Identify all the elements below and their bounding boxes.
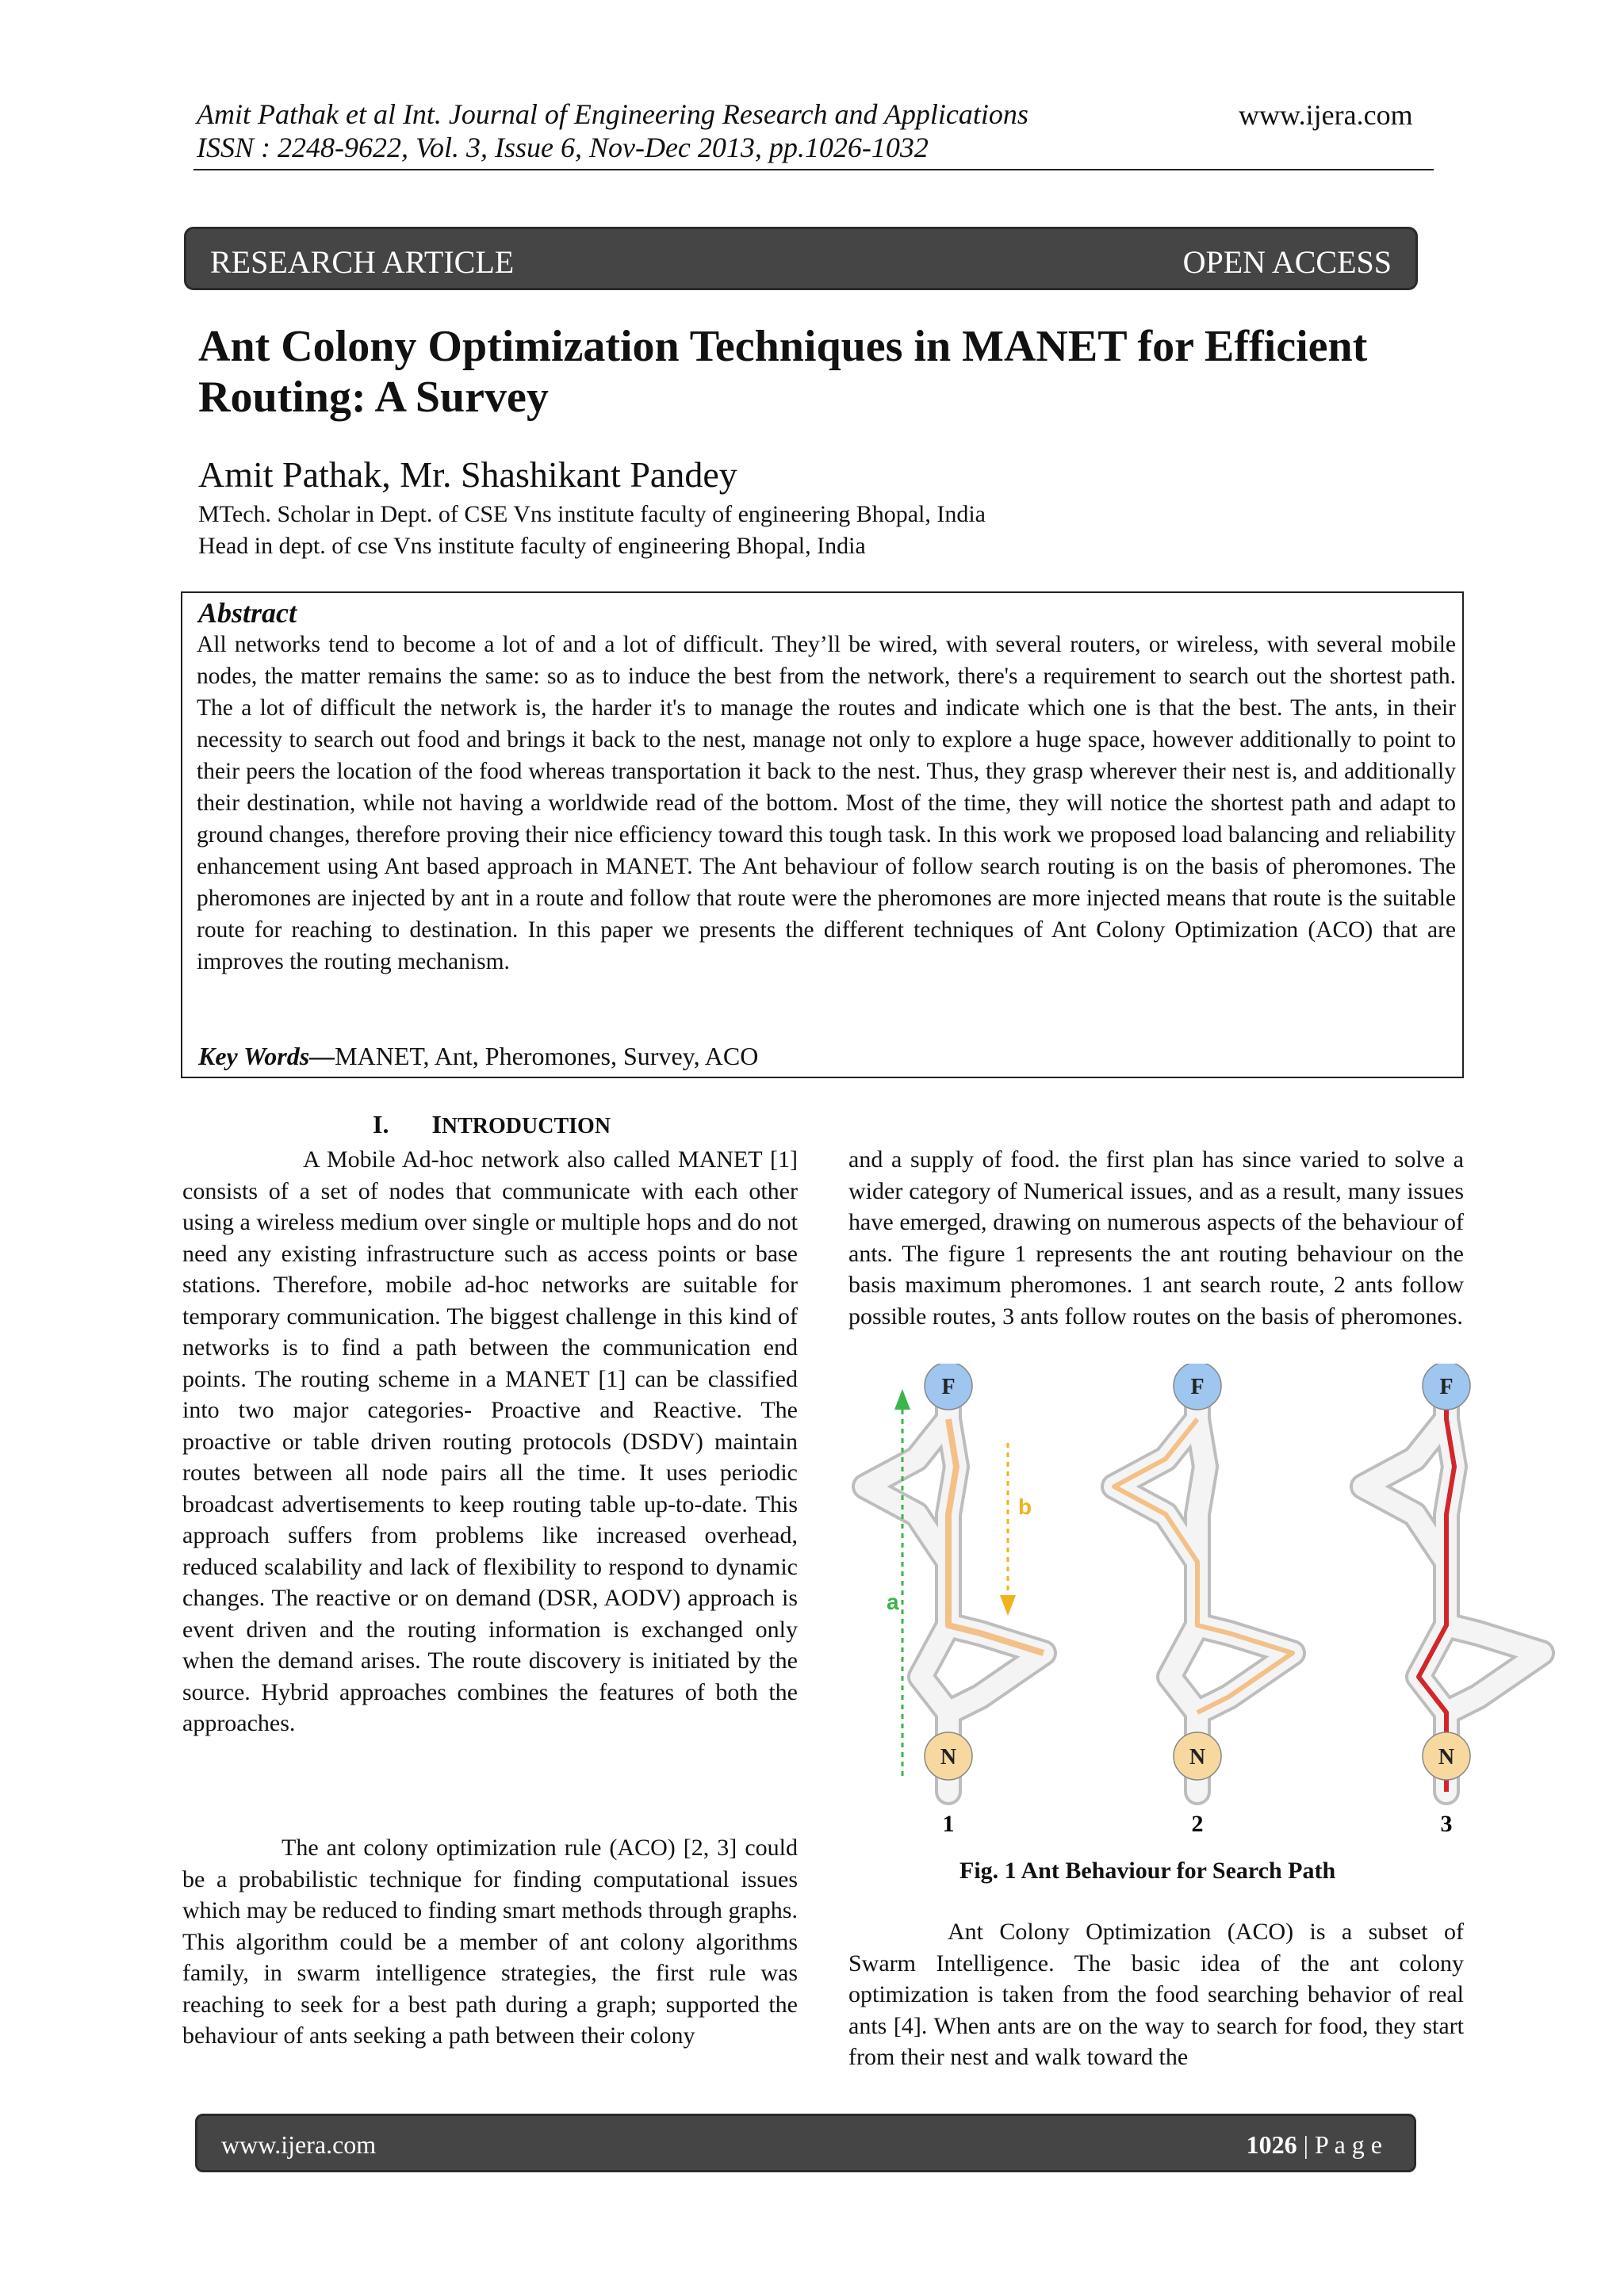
panel-3 [1363,1387,1542,1792]
article-type-banner [184,227,1418,290]
nest-node-label-1: N [940,1745,957,1770]
panel-number-1: 1 [942,1811,955,1837]
keywords-line [198,1042,758,1071]
affiliation-1: MTech. Scholar in Dept. of CSE Vns institute faculty of engineering Bhopal, India [198,501,986,527]
section-number: I. [373,1110,389,1138]
page-suffix: | P a g e [1297,2130,1382,2159]
food-node-label-3: F [1439,1375,1454,1399]
section-cap: I [431,1110,442,1138]
header-rule [193,169,1434,170]
ant-behaviour-figure [847,1364,1564,1839]
nest-node-label-2: N [1189,1745,1206,1770]
page-footer [195,2114,1416,2172]
open-access-label: OPEN ACCESS [1182,244,1392,280]
figure-caption: Fig. 1 Ant Behaviour for Search Path [959,1858,1336,1884]
panel-2 [1114,1387,1293,1792]
panel-number-2: 2 [1191,1811,1204,1837]
section-heading [373,1110,611,1139]
page-number: 1026 [1246,2130,1297,2159]
intro-paragraph-2: The ant colony optimization rule (ACO) [2, 3] could be a probabilistic technique for finding computational issues which may be reduced to finding smart methods through graphs. This algorithm could be a member of ant colony algorithms family, in swarm intelligence strategies, the first rule was reaching to seek for a best path during a graph; supported the behaviour of ants seeking a path between their colony [182,1835,798,2049]
right-paragraph-2: Ant Colony Optimization (ACO) is a subset of Swarm Intelligence. The basic idea of the ant colony optimization is taken from the food searching behavior of real ants [4]. When ants are on the way to search for food, they start from their nest and walk toward the [848,1919,1464,2070]
section-title-rest: NTRODUCTION [441,1114,611,1138]
food-node-label-1: F [941,1375,956,1399]
trail-a-arrowhead [894,1389,910,1410]
keywords-values: MANET, Ant, Pheromones, Survey, ACO [335,1042,759,1070]
intro-paragraph-1: A Mobile Ad-hoc network also called MANET [1] consists of a set of nodes that communicate with each other using a wireless medium over single or multiple hops and do not need any existing infrastructure such as access points or base stations. Therefore, mobile ad-hoc networks are suitable for temporary communication. The biggest challenge in this kind of networks is to find a path between the communication end points. The routing scheme in a MANET [1] can be classified into two major categories- Proactive and Reactive. The proactive or table driven routing protocols (DSDV) maintain routes between all node pairs all the time. It uses periodic broadcast advertisements to keep routing table up-to-date. This approach suffers from problems like increased overhead, reduced scalability and lack of flexibility to respond to dynamic changes. The reactive or on demand (DSR, AODV) approach is event driven and the routing information is exchanged only when the demand arises. The route discovery is initiated by the source. Hybrid approaches combines the features of both the approaches. [182,1146,798,1736]
label-b: b [1018,1494,1032,1519]
footer-website[interactable]: www.ijera.com [221,2130,377,2159]
affiliation-2: Head in dept. of cse Vns institute faculty of engineering Bhopal, India [198,533,866,559]
label-a: a [887,1590,899,1614]
journal-website[interactable]: www.ijera.com [1239,99,1413,131]
paper-title: Ant Colony Optimization Techniques in MANET for Efficient Routing: A Survey [198,322,1368,422]
trail-b-arrowhead [1000,1595,1016,1616]
abstract-heading: Abstract [198,597,297,629]
abstract-text: All networks tend to become a lot of and a lot of difficult. They’ll be wired, with several routers, or wireless, with several mobile nodes, the matter remains the same: so as to induce the best from the network, there's a requirement to search out the shortest path. The a lot of difficult the network is, the harder it's to manage the routes and indicate which one is that the best. The ants, in their necessity to search out food and brings it back to the nest, manage not only to explore a huge space, however additionally to point to their peers the location of the food whereas transportation it back to the nest. Thus, they grasp wherever their nest is, and additionally their destination, while not having a worldwide read of the bottom. Most of the time, they will notice the shortest path and adapt to ground changes, therefore proving their nice efficiency toward this tough task. In this work we proposed load balancing and reliability enhancement using Ant based approach in MANET. The Ant behaviour of follow search routing is on the basis of pheromones. The pheromones are injected by ant in a route and follow that route were the pheromones are more injected means that route is the suitable route for reaching to destination. In this paper we presents the different techniques of Ant Colony Optimization (ACO) that are improves the routing mechanism. [197,632,1456,974]
food-node-label-2: F [1190,1375,1205,1399]
right-paragraph-1: and a supply of food. the first plan has since varied to solve a wider category of Numerical issues, and as a result, many issues have emerged, drawing on numerous aspects of the behaviour of ants. The figure 1 represents the ant routing behaviour on the basis maximum pheromones. 1 ant search route, 2 ants follow possible routes, 3 ants follow routes on the basis of pheromones. [848,1146,1464,1330]
footer-page-number [1247,2130,1382,2160]
research-article-label: RESEARCH ARTICLE [210,244,515,280]
issn-line: ISSN : 2248-9622, Vol. 3, Issue 6, Nov-Dec 2013, pp.1026-1032 [197,132,929,163]
nest-node-label-3: N [1438,1745,1455,1770]
journal-citation: Amit Pathak et al Int. Journal of Engineering Research and Applications [197,98,1028,130]
panel-number-3: 3 [1440,1811,1453,1837]
author-list: Amit Pathak, Mr. Shashikant Pandey [198,454,737,495]
panel-1 [865,1387,1044,1792]
keywords-label: Key Words— [198,1042,335,1070]
